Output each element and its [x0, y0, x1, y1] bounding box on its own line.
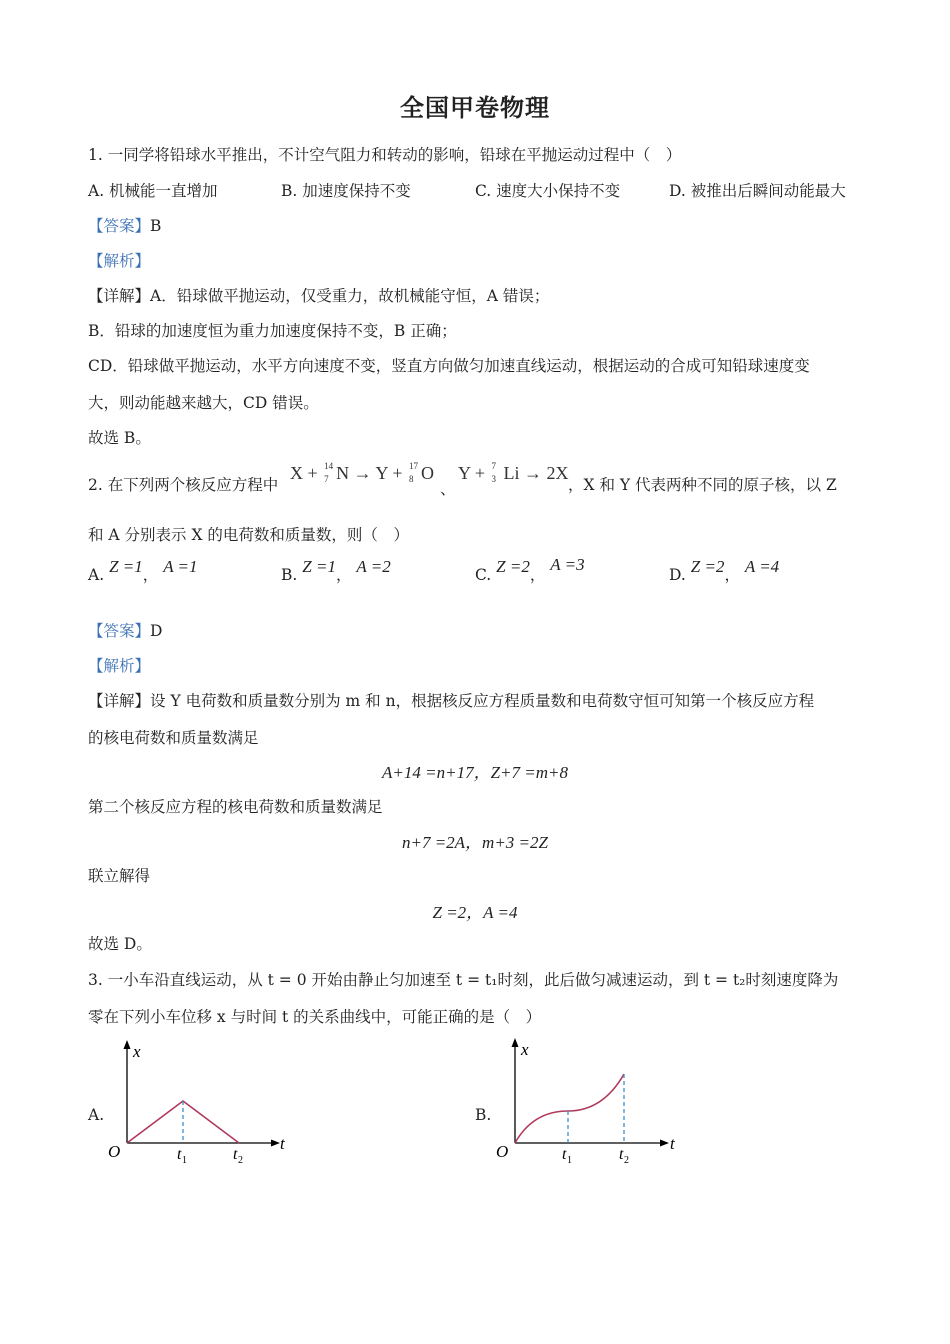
q2-option-a: A. Z =1， A =1 — [88, 557, 198, 584]
q2-equation-c: Z =2，A =4 — [432, 903, 518, 922]
q1-option-b: B. 加速度保持不变 — [281, 182, 411, 200]
option-a-value: A =1 — [163, 557, 198, 576]
q1-option-c: C. 速度大小保持不变 — [475, 182, 621, 200]
t2-subscript: 2 — [624, 1155, 629, 1166]
mass-number: 14 — [324, 460, 334, 471]
detail-text: A．铅球做平抛运动，仅受重力，故机械能守恒，A 错误； — [150, 287, 550, 305]
q2-equation-1 — [290, 460, 434, 484]
q2-detail-4: 联立解得 — [88, 867, 151, 885]
q2-equation-2 — [458, 460, 569, 484]
nuclide-li-numbers — [489, 460, 503, 484]
graph-a — [100, 1035, 300, 1170]
q3-stem-2: 零在下列小车位移 x 与时间 t 的关系曲线中，可能正确的是（ ） — [88, 1008, 542, 1026]
y-axis-arrow — [124, 1040, 131, 1049]
answer-value: B — [150, 217, 162, 235]
origin-label: O — [496, 1142, 509, 1161]
detail-tag: 【详解】 — [88, 287, 151, 305]
t2-label: t — [619, 1146, 624, 1163]
t2-subscript: 2 — [238, 1155, 243, 1166]
q1-option-d: D. 被推出后瞬间动能最大 — [669, 182, 846, 200]
q2-answer — [88, 620, 162, 642]
option-z: Z =2 — [690, 557, 725, 576]
q1-answer — [88, 215, 161, 237]
option-z: Z =1 — [109, 557, 143, 576]
option-a-value: A =4 — [744, 557, 780, 576]
graph-b-label: B. — [475, 1106, 492, 1124]
answer-value: D — [150, 622, 163, 640]
t1-subscript: 1 — [567, 1155, 572, 1166]
y-axis-label: x — [133, 1042, 141, 1061]
charge-number: 7 — [324, 473, 329, 484]
q2-stem-b: ，X 和 Y 代表两种不同的原子核，以 Z — [568, 476, 837, 494]
q2-conclusion: 故选 D。 — [88, 935, 152, 953]
option-z: Z =2 — [496, 557, 530, 576]
q1-detail-2: B．铅球的加速度恒为重力加速度保持不变，B 正确； — [88, 322, 457, 340]
q2-equation-a: A+14 =n+17，Z+7 =m+8 — [382, 763, 568, 782]
q2-separator: 、 — [440, 480, 456, 498]
q2-option-d: D. Z =2， A =4 — [669, 557, 780, 584]
x-axis-arrow — [660, 1140, 669, 1147]
detail-tag: 【详解】 — [88, 692, 151, 710]
q2-analysis-tag: 【解析】 — [88, 657, 151, 675]
t1-subscript: 1 — [182, 1155, 187, 1166]
graph-b — [488, 1033, 688, 1168]
x-axis-label: t — [670, 1134, 675, 1153]
q2-detail-3: 第二个核反应方程的核电荷数和质量数满足 — [88, 798, 383, 816]
eq1-symbol: N → Y + — [336, 463, 403, 483]
nuclide-o-numbers — [407, 460, 421, 484]
x-t-curve — [515, 1074, 624, 1143]
origin-label: O — [108, 1142, 121, 1161]
q1-detail-3: CD．铅球做平抛运动，水平方向速度不变，竖直方向做匀加速直线运动，根据运动的合成可知铅球速度变 — [88, 357, 810, 375]
q1-analysis-tag: 【解析】 — [88, 252, 151, 270]
x-axis-label: t — [280, 1134, 285, 1153]
option-letter: C. — [475, 566, 492, 584]
option-letter: A. — [88, 566, 105, 584]
nuclide-n-numbers — [322, 460, 336, 484]
q1-detail-1 — [88, 285, 549, 307]
answer-tag: 【答案】 — [88, 622, 151, 640]
q1-stem: 1. 一同学将铅球水平推出，不计空气阻力和转动的影响，铅球在平抛运动过程中（ ） — [88, 146, 682, 164]
option-a-value: A =2 — [356, 557, 391, 576]
eq2-symbol: Li → 2X — [503, 463, 569, 483]
mass-number: 17 — [408, 460, 418, 471]
y-axis-arrow — [512, 1038, 519, 1047]
x-axis-arrow — [271, 1140, 280, 1147]
page-title: 全国甲卷物理 — [400, 93, 550, 122]
graph-a-label: A. — [88, 1106, 105, 1124]
q2-stem-c: 和 A 分别表示 X 的电荷数和质量数，则（ ） — [88, 526, 409, 544]
option-z: Z =1 — [302, 557, 336, 576]
mass-number: 7 — [491, 460, 496, 471]
q1-conclusion: 故选 B。 — [88, 429, 151, 447]
q2-option-b: B. Z =1， A =2 — [281, 557, 391, 584]
q3-stem-1: 3. 一小车沿直线运动，从 t = 0 开始由静止匀加速至 t = t₁时刻，此后做匀减速运动，到 t = t₂时刻速度降为 — [88, 971, 839, 989]
eq2-part: Y + — [458, 463, 485, 483]
t2-label: t — [233, 1146, 238, 1163]
option-letter: D. — [669, 566, 686, 584]
t1-label: t — [177, 1146, 182, 1163]
q2-option-c: C. Z =2， A =3 — [475, 555, 585, 584]
eq1-symbol: O — [420, 463, 434, 483]
q2-detail-2: 的核电荷数和质量数满足 — [88, 729, 259, 747]
option-letter: B. — [281, 566, 298, 584]
detail-text: 设 Y 电荷数和质量数分别为 m 和 n，根据核反应方程质量数和电荷数守恒可知第一个核反应方程 — [150, 692, 815, 710]
charge-number: 3 — [491, 473, 496, 484]
y-axis-label: x — [521, 1040, 529, 1059]
q2-stem-a: 2. 在下列两个核反应方程中 — [88, 476, 279, 494]
option-a-value: A =3 — [550, 555, 585, 574]
t1-label: t — [562, 1146, 567, 1163]
charge-number: 8 — [408, 473, 414, 484]
q1-detail-4: 大，则动能越来越大，CD 错误。 — [88, 394, 319, 412]
answer-tag: 【答案】 — [88, 217, 151, 235]
q2-detail-1 — [88, 690, 814, 712]
eq1-part: X + — [290, 463, 318, 483]
q1-option-a: A. 机械能一直增加 — [88, 182, 218, 200]
q2-equation-b: n+7 =2A，m+3 =2Z — [401, 833, 548, 852]
